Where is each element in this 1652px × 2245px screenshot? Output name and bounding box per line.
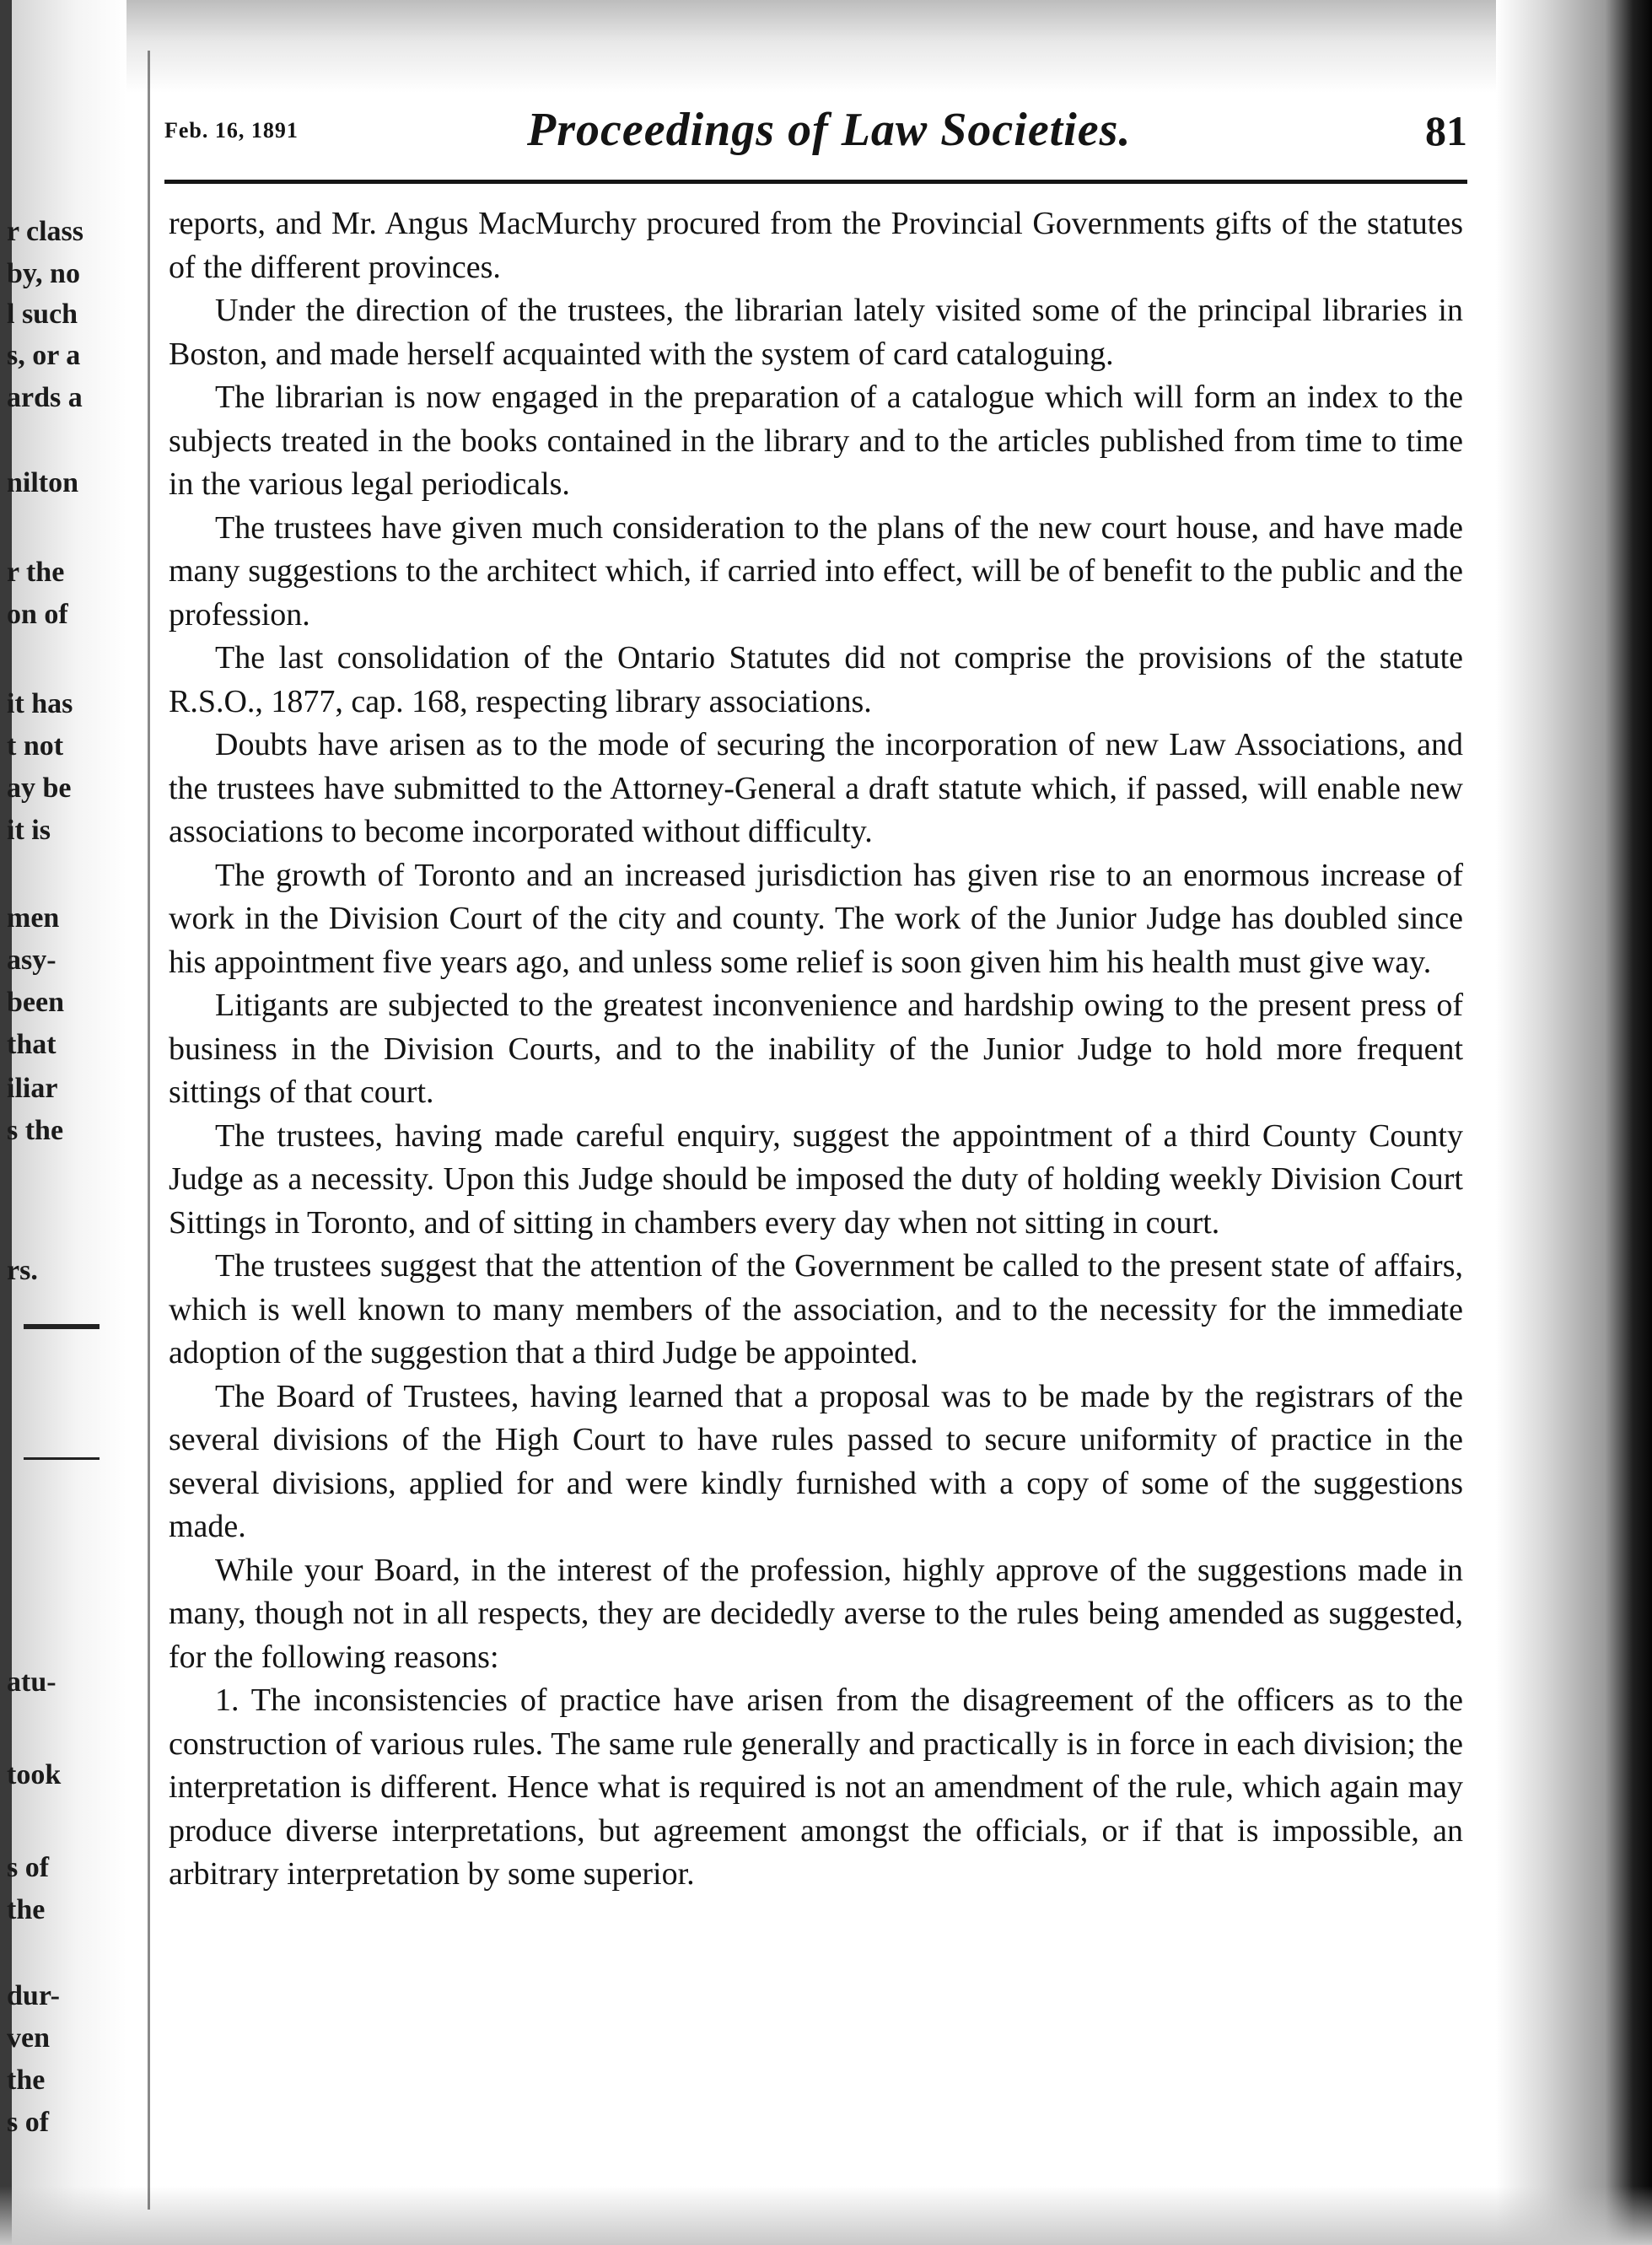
fragment-line: r class <box>7 216 83 247</box>
page-number: 81 <box>1425 107 1467 154</box>
facing-page-rule <box>24 1457 100 1460</box>
header-rule <box>164 180 1467 184</box>
fragment-line: l such <box>7 299 78 330</box>
paragraph: While your Board, in the interest of the profession, highly approve of the suggestions made in many, though not in all respects, they are decidedly averse to the rules being amended as suggested, for the following reasons: <box>169 1552 1463 1675</box>
fragment-line: that <box>7 1029 57 1060</box>
paragraph: The trustees, having made careful enquiry, suggest the appointment of a third County County Judge as a necessity. Upon this Judge should be imposed the duty of holding weekly Division Court Sittings in Toronto, and of sitting in chambers every day when not sitting in court. <box>169 1117 1463 1241</box>
scan-right-edge <box>1496 0 1652 2245</box>
header-date: Feb. 16, 1891 <box>164 118 299 143</box>
fragment-line: the <box>7 1894 46 1925</box>
fragment-line: been <box>7 987 64 1018</box>
paragraph: The trustees have given much consideration to the plans of the new court house, and have made many suggestions to the architect which, if carried into effect, will be of benefit to the public and the profession. <box>169 509 1463 633</box>
fragment-line: nilton <box>7 467 79 498</box>
fragment-line: it is <box>7 815 51 846</box>
fragment-line: by, no <box>7 258 80 289</box>
running-header <box>164 101 1467 169</box>
fragment-line: r the <box>7 557 65 588</box>
fragment-line: took <box>7 1759 62 1790</box>
fragment-line: asy- <box>7 945 57 976</box>
paragraph: The growth of Toronto and an increased jurisdiction has given rise to an enormous increase of work in the Division Court of the city and county. The work of the Junior Judge has doubled since his appointment five years ago, and unless some relief is soon given him his health must give way. <box>169 857 1463 980</box>
fragment-line: ven <box>7 2022 50 2054</box>
fragment-line: s of <box>7 1852 50 1883</box>
page-gutter <box>148 51 150 2210</box>
fragment-line: s, or a <box>7 340 81 371</box>
fragment-line: t not <box>7 730 64 762</box>
facing-page-rule <box>24 1324 100 1329</box>
paragraph: Doubts have arisen as to the mode of securing the incorporation of new Law Associations, and the trustees have submitted to the Attorney-General a draft statute which, if passed, will enable new associations to become incorporated without difficulty. <box>169 727 1463 849</box>
fragment-line: on of <box>7 599 68 630</box>
numbered-paragraph: 1. The inconsistencies of practice have arisen from the disagreement of the officers as to the construction of various rules. The same rule generally and practically is in force in each division; the interpretation is different. Hence what is required is not an amendment of the rule, which again may produce diverse interpretations, but agreement amongst the officials, or if that is impossible, an arbitrary interpretation by some superior. <box>169 1682 1463 1892</box>
fragment-line: ards a <box>7 382 83 413</box>
fragment-line: rs. <box>7 1255 38 1286</box>
fragment-line: atu- <box>7 1666 57 1698</box>
fragment-line: dur- <box>7 1980 60 2011</box>
fragment-line: ay be <box>7 773 72 804</box>
scan-bottom-shadow <box>0 2186 1652 2245</box>
fragment-line: men <box>7 902 60 934</box>
fragment-line: it has <box>7 688 73 719</box>
paragraph: The librarian is now engaged in the preparation of a catalogue which will form an index to the subjects treated in the books contained in the library and to the articles published from time to time in the various legal periodicals. <box>169 380 1463 502</box>
fragment-line: s of <box>7 2107 50 2138</box>
fragment-line: iliar <box>7 1073 58 1104</box>
paragraph: The last consolidation of the Ontario Statutes did not comprise the provisions of the statute R.S.O., 1877, cap. 168, respecting library associations. <box>169 640 1463 719</box>
paragraph: The Board of Trustees, having learned that a proposal was to be made by the registrars of the several divisions of the High Court to have rules passed to secure uniformity of practice in the several divisions, applied for and were kindly furnished with a copy of some of the suggestions made. <box>169 1378 1463 1544</box>
fragment-line: s the <box>7 1115 64 1146</box>
paragraph: The trustees suggest that the attention of the Government be called to the present state of affairs, which is well known to many members of the association, and to the necessity for the immediate adoption of the suggestion that a third Judge be appointed. <box>169 1248 1463 1370</box>
fragment-line: the <box>7 2065 46 2096</box>
scan-top-shadow <box>0 0 1652 93</box>
article-body <box>169 202 1463 1897</box>
paragraph: Litigants are subjected to the greatest inconvenience and hardship owing to the present press of business in the Division Courts, and to the inability of the Junior Judge to hold more frequent sittings of that court. <box>169 988 1463 1110</box>
paragraph: reports, and Mr. Angus MacMurchy procured from the Provincial Governments gifts of the statutes of the different provinces. <box>169 206 1463 285</box>
header-title: Proceedings of Law Societies. <box>527 104 1132 156</box>
paragraph: Under the direction of the trustees, the librarian lately visited some of the principal libraries in Boston, and made herself acquainted with the system of card cataloguing. <box>169 293 1463 372</box>
